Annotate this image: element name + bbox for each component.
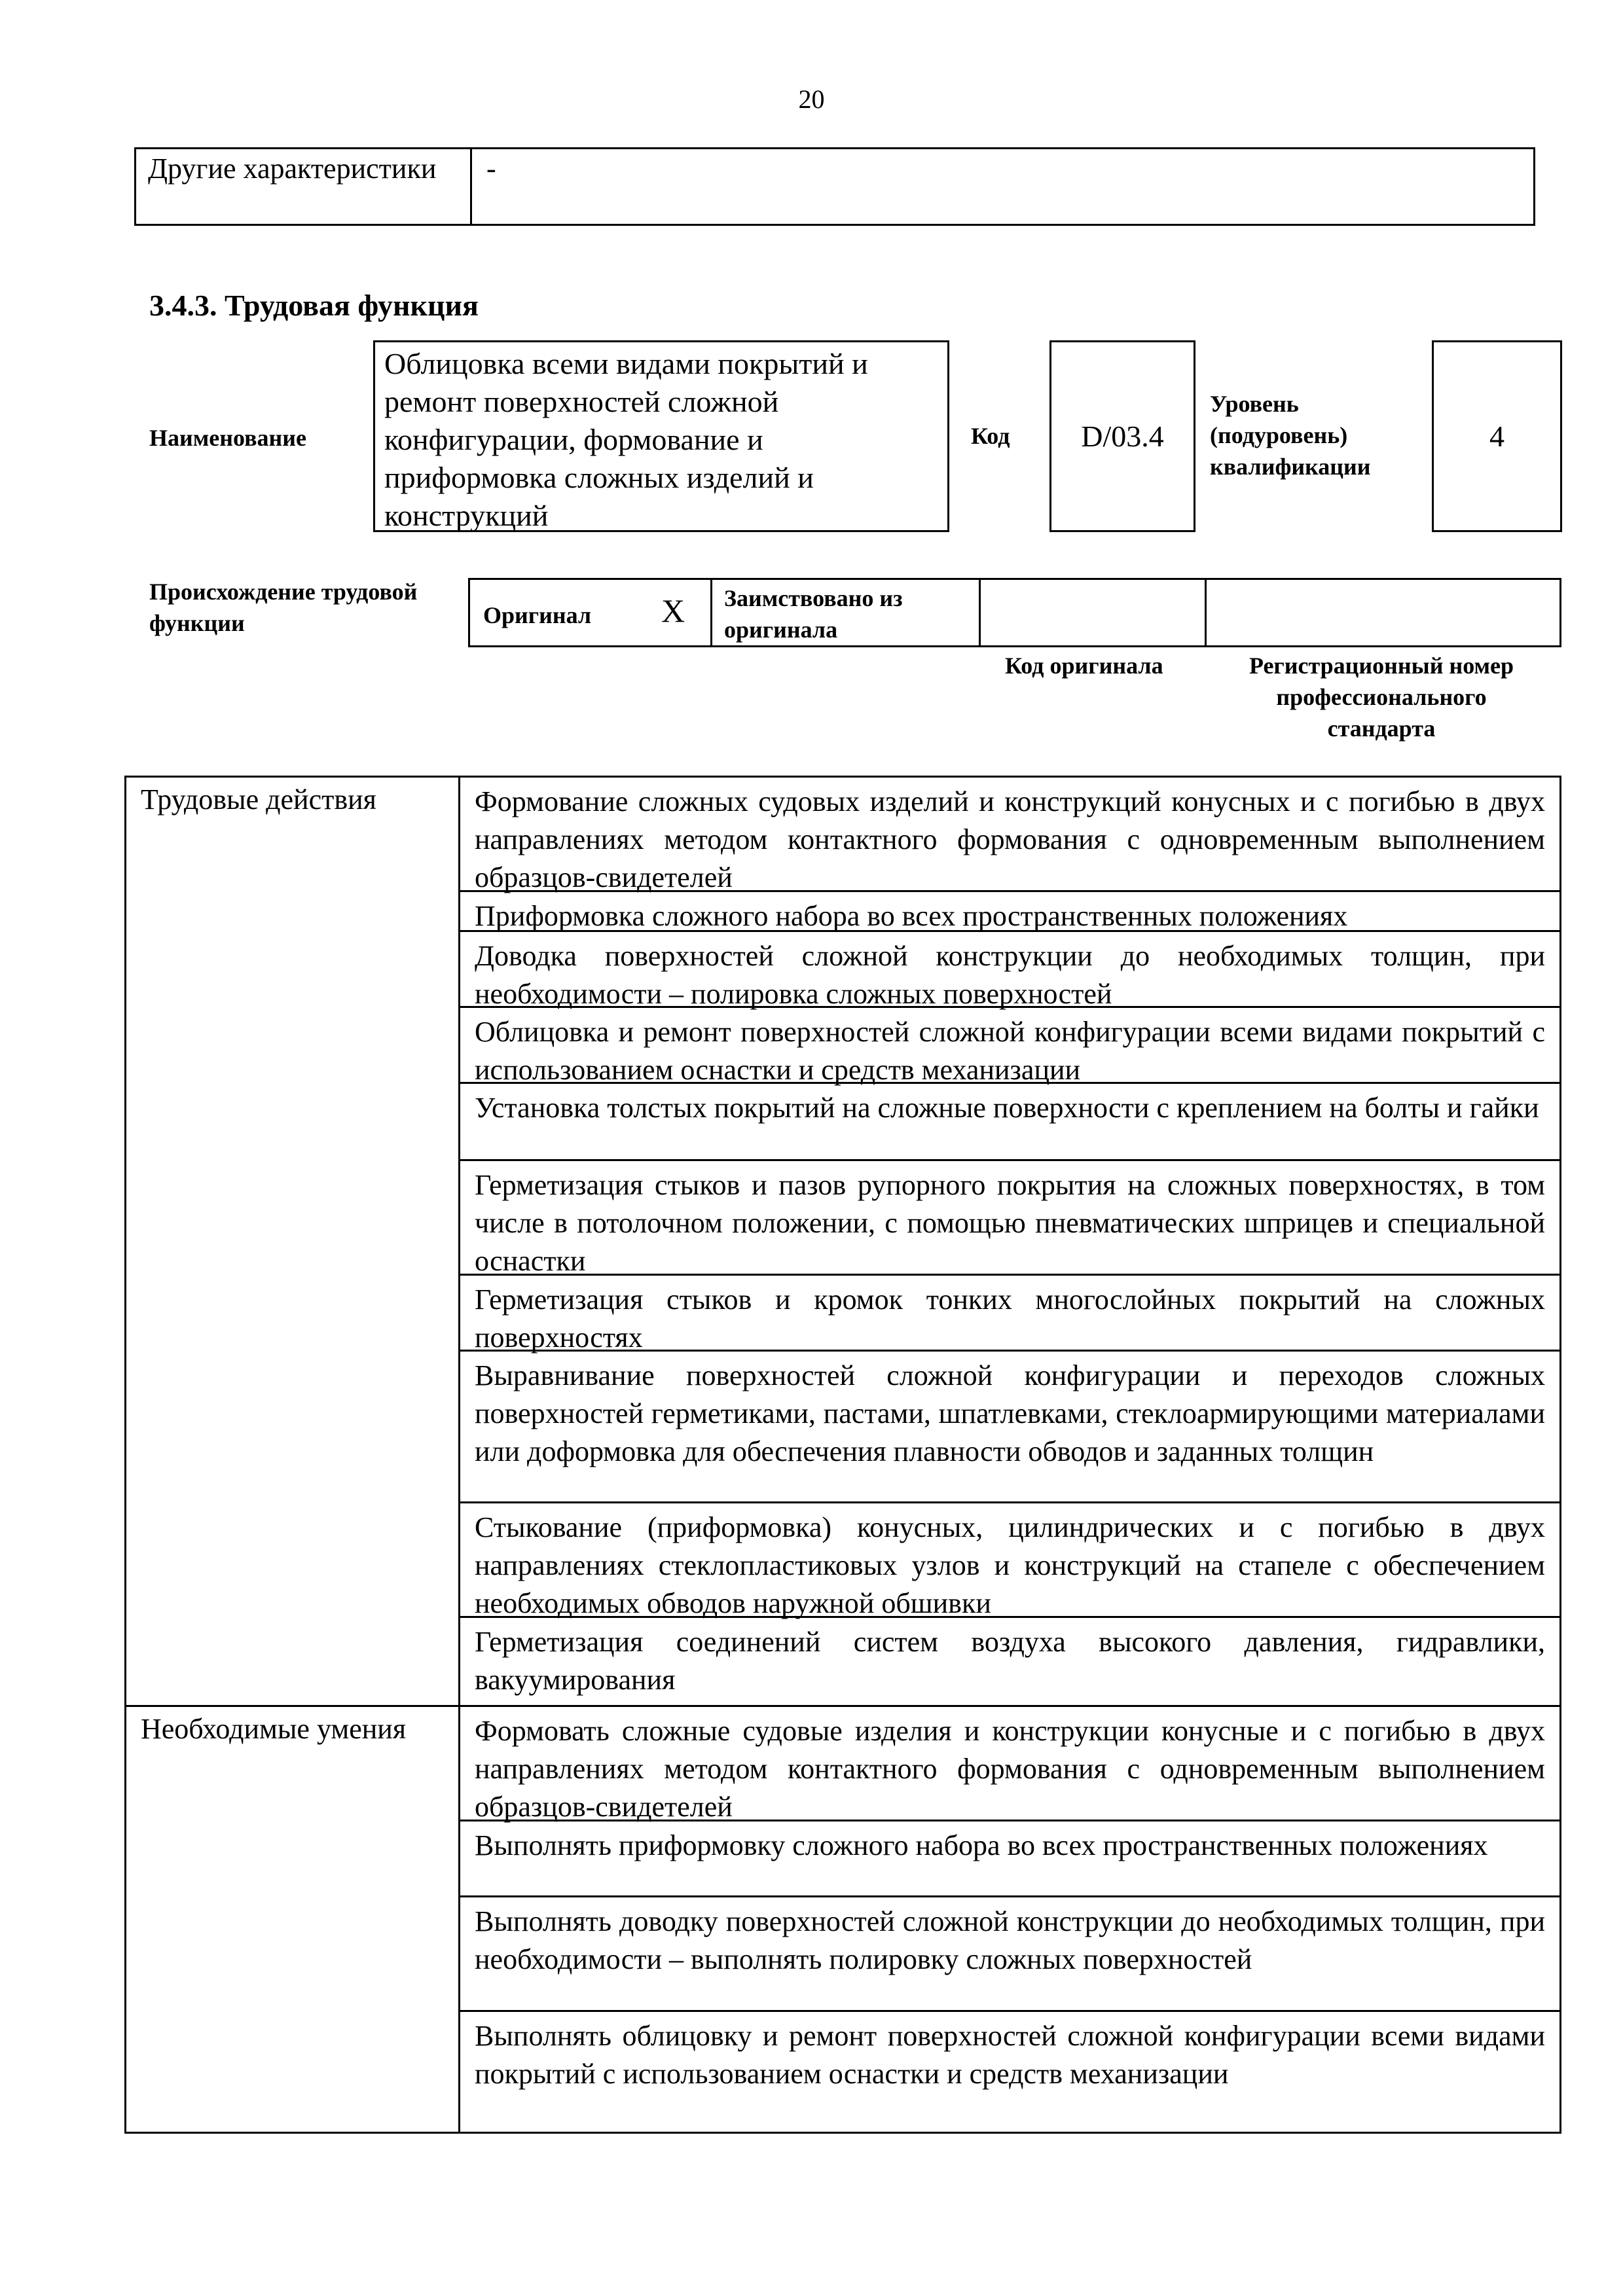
labor-action-item: Герметизация стыков и кромок тонких многослойных покрытий на сложных поверхностях [460,1276,1559,1352]
level-label-line3: квалификации [1210,454,1371,480]
reg-number-caption [1224,650,1539,744]
origin-label-line1: Происхождение трудовой [149,579,418,605]
original-cell [470,580,712,645]
level-label [1210,388,1371,482]
original-mark: X [661,592,685,629]
name-label: Наименование [149,425,306,451]
level-value: 4 [1489,420,1504,453]
level-box [1432,340,1562,532]
required-skill-item: Выполнять приформовку сложного набора во всех пространственных положениях [460,1821,1559,1897]
labor-action-item: Облицовка и ремонт поверхностей сложной конфигурации всеми видами покрытий с использованием оснастки и средств механизации [460,1008,1559,1084]
reg-number-line3: стандарта [1327,715,1436,742]
required-skill-item: Выполнять доводку поверхностей сложной конструкции до необходимых толщин, при необходимости – выполнять полировку сложных поверхностей [460,1897,1559,2012]
code-label: Код [971,423,1010,449]
section-title: 3.4.3. Трудовая функция [149,289,479,322]
origin-label [149,576,417,639]
other-characteristics-table [134,147,1535,226]
main-table [124,776,1561,2134]
borrowed-cell [712,580,981,645]
labor-action-item: Установка толстых покрытий на сложные поверхности с креплением на болты и гайки [460,1084,1559,1161]
labor-action-item: Выравнивание поверхностей сложной конфигурации и переходов сложных поверхностей герметиками, пастами, шпатлевками, стеклоармирующими материалами или доформовка для обеспечения плавности обводов и заданных толщин [460,1352,1559,1503]
reg-number-cell [1207,580,1559,645]
code-box [1049,340,1195,532]
labor-action-item: Герметизация соединений систем воздуха высокого давления, гидравлики, вакуумирования [475,1626,1545,1696]
function-name-box: Облицовка всеми видами покрытий и ремонт поверхностей сложной конфигурации, формование и приформовка сложных изделий и конструкций [373,340,949,532]
labor-action-item: Герметизация стыков и пазов рупорного покрытия на сложных поверхностях, в том числе в потолочном положении, с помощью пневматических шприцев и специальной оснастки [460,1161,1559,1276]
required-skill-item: Формовать сложные судовые изделия и конструкции конусные и с погибью в двух направлениях методом контактного формования с одновременным выполнением образцов-свидетелей [460,1707,1559,1821]
required-skills-label: Необходимые умения [141,1713,407,1745]
level-label-line1: Уровень [1210,391,1299,417]
labor-action-item: Доводка поверхностей сложной конструкции до необходимых толщин, при необходимости – полировка сложных поверхностей [460,932,1559,1008]
other-characteristics-value: - [486,152,496,185]
code-original-cell [981,580,1207,645]
borrowed-line1: Заимствовано из [724,585,903,611]
required-skill-item: Выполнять облицовку и ремонт поверхностей сложной конфигурации всеми видами покрытий с использованием оснастки и средств механизации [475,2020,1545,2090]
labor-actions-label: Трудовые действия [141,783,376,816]
code-original-caption: Код оригинала [1005,653,1163,679]
borrowed-label [724,583,903,645]
labor-action-item: Приформовка сложного набора во всех пространственных положениях [460,892,1559,932]
page-number: 20 [798,84,825,114]
reg-number-line2: профессионального [1276,684,1487,710]
code-value: D/03.4 [1081,420,1164,453]
origin-label-line2: функции [149,610,245,636]
labor-action-item: Формование сложных судовых изделий и конструкций конусных и с погибью в двух направлениях методом контактного формования с одновременным выполнением образцов-свидетелей [460,778,1559,892]
borrowed-line2: оригинала [724,617,838,643]
labor-action-item: Стыкование (приформовка) конусных, цилиндрических и с погибью в двух направлениях стеклопластиковых узлов и конструкций на стапеле с обеспечением необходимых обводов наружной обшивки [460,1503,1559,1618]
reg-number-line1: Регистрационный номер [1249,653,1514,679]
original-label: Оригинал [483,602,592,628]
level-label-line2: (подуровень) [1210,422,1348,448]
origin-table [468,578,1561,647]
other-characteristics-label: Другие характеристики [136,149,472,224]
